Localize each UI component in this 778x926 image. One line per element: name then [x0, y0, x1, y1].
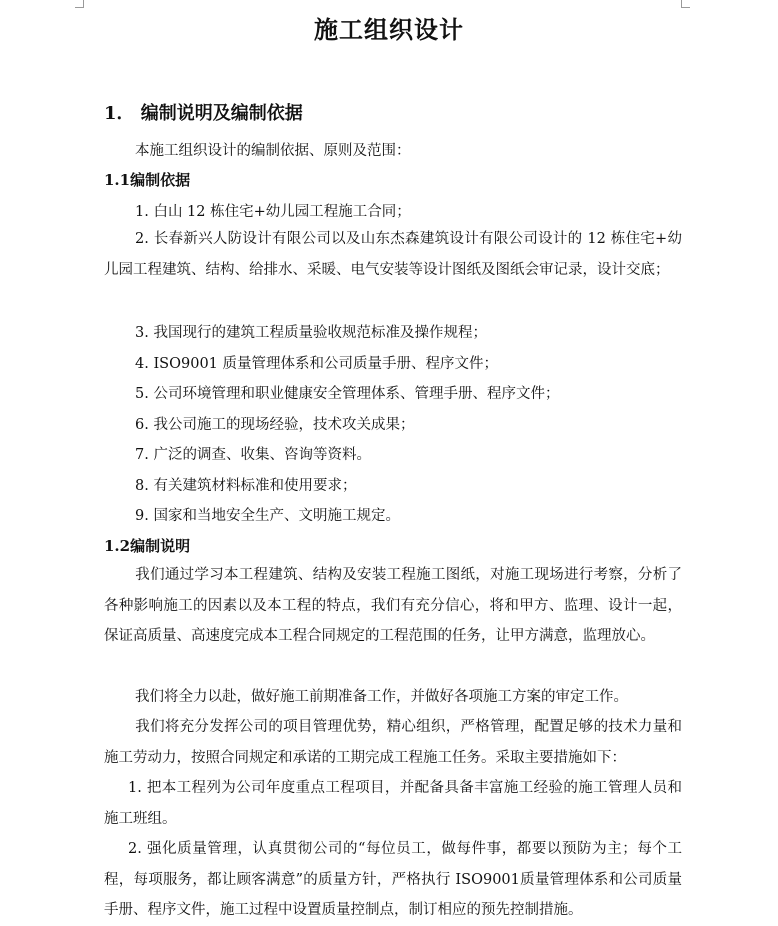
list-item [104, 224, 682, 285]
list-item: 6. 我公司施工的现场经验，技术攻关成果； [135, 417, 415, 433]
subsection-heading-1-1: 1.1编制依据 [104, 171, 191, 189]
corner-mark-top-left-h [75, 7, 84, 8]
paragraph-text: 我们将充分发挥公司的项目管理优势，精心组织，严格管理，配置足够的技术力量和施工劳动力，按照合同规定和承诺的工期完成工程施工任务。采取主要措施如下： [104, 719, 682, 766]
paragraph-text: 我们通过学习本工程建筑、结构及安装工程施工图纸，对施工现场进行考察，分析了各种影响施工的因素以及本工程的特点，我们有充分信心，将和甲方、监理、设计一起，保证高质量、高速度完成本工程合同规定的工程范围的任务，让甲方满意，监理放心。 [104, 567, 682, 644]
body-paragraph [104, 560, 682, 652]
corner-mark-top-right-h [681, 7, 690, 8]
document-title: 施工组织设计 [314, 15, 464, 44]
section-heading-1: 1． 编制说明及编制依据 [104, 103, 303, 124]
list-item: 3. 我国现行的建筑工程质量验收规范标准及操作规程； [135, 325, 487, 341]
list-item: 7. 广泛的调查、收集、咨询等资料。 [135, 447, 371, 463]
list-item: 1. 白山 12 栋住宅+幼儿园工程施工合同； [135, 204, 411, 220]
body-paragraph [104, 682, 682, 713]
list-item: 4. ISO9001 质量管理体系和公司质量手册、程序文件； [135, 356, 499, 372]
body-paragraph [104, 712, 682, 773]
section-intro: 本施工组织设计的编制依据、原则及范围： [135, 143, 411, 159]
list-item: 5. 公司环境管理和职业健康安全管理体系、管理手册、程序文件； [135, 386, 560, 402]
body-paragraph [104, 834, 682, 926]
list-item: 8. 有关建筑材料标准和使用要求； [135, 478, 357, 494]
list-item-text: 2. 长春新兴人防设计有限公司以及山东杰森建筑设计有限公司设计的 12 栋住宅+幼儿园工程建筑、结构、给排水、采暖、电气安装等设计图纸及图纸会审记录，设计交底； [104, 231, 682, 278]
body-paragraph [104, 773, 682, 834]
subsection-heading-1-2: 1.2编制说明 [104, 537, 191, 555]
list-item: 9. 国家和当地安全生产、文明施工规定。 [135, 508, 400, 524]
paragraph-text: 1. 把本工程列为公司年度重点工程项目，并配备具备丰富施工经验的施工管理人员和施工班组。 [104, 780, 682, 827]
paragraph-text: 我们将全力以赴，做好施工前期准备工作，并做好各项施工方案的审定工作。 [135, 689, 628, 705]
paragraph-text: 2. 强化质量管理，认真贯彻公司的“每位员工，做每件事，都要以预防为主；每个工程，每项服务，都让顾客满意”的质量方针，严格执行 ISO9001质量管理体系和公司质量手册、程序文件，施工过程中设置质量控制点，制订相应的预先控制措施。 [104, 841, 682, 918]
